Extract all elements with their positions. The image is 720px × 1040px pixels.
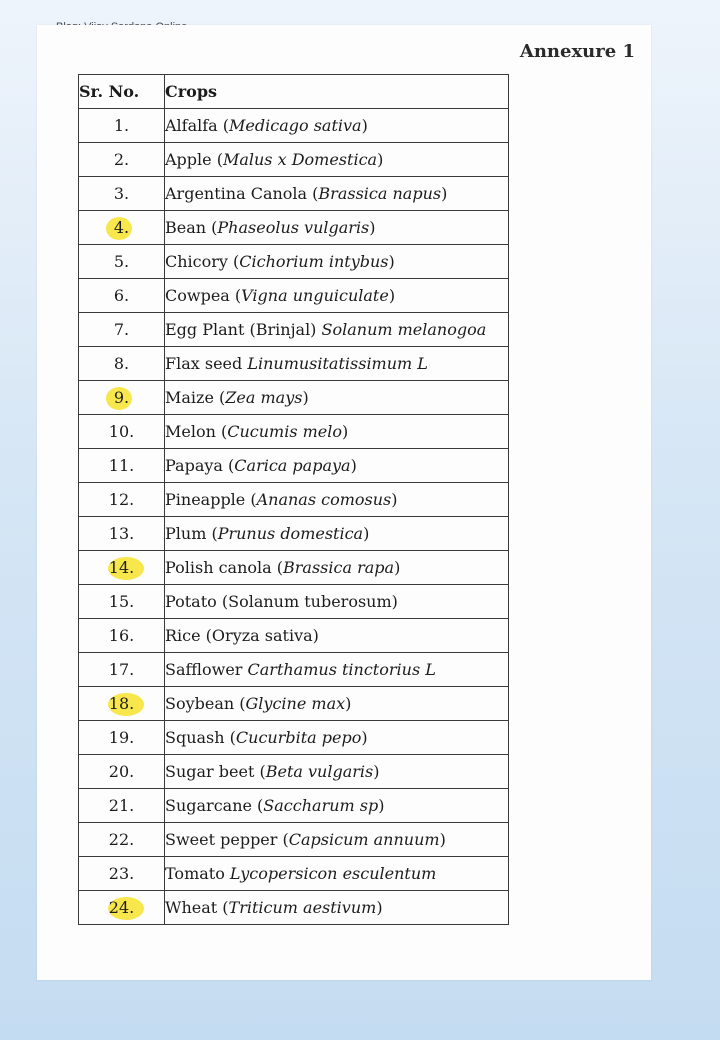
sr-no-text: 15. [108, 592, 135, 611]
crop-cell [165, 857, 509, 891]
crop-common-name: Apple ( [165, 150, 223, 169]
sr-no-cell [79, 313, 165, 347]
crop-cell [165, 177, 509, 211]
sr-no-cell [79, 381, 165, 415]
table-row [79, 823, 509, 857]
crop-cell [165, 245, 509, 279]
crop-name-close: ) [342, 422, 349, 441]
crop-name-close: ) [363, 524, 370, 543]
crop-scientific-name: Vigna unguiculate [241, 286, 389, 305]
crop-scientific-name: Cucumis melo [227, 422, 343, 441]
sr-no-text: 16. [108, 626, 135, 645]
table-row [79, 313, 509, 347]
sr-no-text: 22. [108, 830, 135, 849]
crop-name-close: ) [394, 558, 401, 577]
crop-cell [165, 721, 509, 755]
crop-name-close: ) [439, 830, 446, 849]
sr-no-text: 6. [113, 286, 130, 305]
table-row [79, 279, 509, 313]
crop-scientific-name: Triticum aestivum [228, 898, 377, 917]
sr-no-text: 3. [113, 184, 130, 203]
sr-no-cell [79, 177, 165, 211]
sr-no-cell [79, 823, 165, 857]
table-row [79, 347, 509, 381]
crop-common-name: Maize ( [165, 388, 226, 407]
crops-table [78, 74, 509, 925]
crop-scientific-name: Carthamus tinctorius L [247, 660, 436, 679]
table-row [79, 551, 509, 585]
sr-no-text: 23. [108, 864, 135, 883]
table-row [79, 483, 509, 517]
crop-cell [165, 755, 509, 789]
sr-no-text: 14. [108, 558, 135, 577]
sr-no-cell [79, 279, 165, 313]
sr-no-text: 13. [108, 524, 135, 543]
sr-no-cell [79, 653, 165, 687]
crop-scientific-name: Capsicum annuum [288, 830, 440, 849]
crop-name-close: ) [388, 252, 395, 271]
crop-cell [165, 517, 509, 551]
sr-no-text: 9. [113, 388, 130, 407]
crop-cell [165, 891, 509, 925]
sr-no-cell [79, 551, 165, 585]
crop-name-close: ) [350, 456, 357, 475]
crop-common-name: Papaya ( [165, 456, 235, 475]
crop-scientific-name: Ananas comosus [256, 490, 392, 509]
crop-cell [165, 585, 509, 619]
sr-no-text: 5. [113, 252, 130, 271]
sr-no-cell [79, 687, 165, 721]
header-crops: Crops [165, 75, 509, 109]
sr-no-text: 11. [108, 456, 135, 475]
sr-no-text: 24. [108, 898, 135, 917]
crop-scientific-name: Saccharum sp [263, 796, 379, 815]
crop-name-close: ) [345, 694, 352, 713]
table-row [79, 177, 509, 211]
crop-cell [165, 653, 509, 687]
crop-cell [165, 415, 509, 449]
crop-common-name: Tomato [165, 864, 230, 883]
crop-scientific-name: Linumusitatissimum L [247, 354, 428, 373]
crop-scientific-name: Phaseolus vulgaris [217, 218, 370, 237]
crop-name-close: ) [441, 184, 448, 203]
crop-cell [165, 551, 509, 585]
sr-no-cell [79, 347, 165, 381]
crop-name-close: ) [377, 150, 384, 169]
table-header-row [79, 75, 509, 109]
table-row [79, 687, 509, 721]
table-row [79, 619, 509, 653]
crop-scientific-name: Brassica rapa [283, 558, 395, 577]
sr-no-cell [79, 143, 165, 177]
crop-name-close: ) [388, 286, 396, 305]
crop-common-name: Safflower [165, 660, 248, 679]
crop-scientific-name: Carica papaya [234, 456, 351, 475]
sr-no-cell [79, 245, 165, 279]
table-row [79, 143, 509, 177]
sr-no-cell [79, 415, 165, 449]
sr-no-cell [79, 755, 165, 789]
table-row [79, 211, 509, 245]
table-row [79, 653, 509, 687]
crop-cell [165, 211, 509, 245]
table-row [79, 585, 509, 619]
sr-no-cell [79, 789, 165, 823]
crop-scientific-name: Cichorium intybus [239, 252, 389, 271]
crop-cell [165, 313, 509, 347]
crop-name-close: ) [302, 388, 309, 407]
table-row [79, 245, 509, 279]
sr-no-text: 4. [113, 218, 130, 237]
crop-cell [165, 347, 509, 381]
crop-cell [165, 687, 509, 721]
table-row [79, 857, 509, 891]
sr-no-text: 7. [113, 320, 130, 339]
table-row [79, 755, 509, 789]
sr-no-text: 8. [113, 354, 130, 373]
sr-no-text: 20. [108, 762, 135, 781]
crop-common-name: Egg Plant (Brinjal) [165, 320, 322, 339]
crop-scientific-name: Cucurbita pepo [235, 728, 362, 747]
crop-name-close: ) [391, 490, 398, 509]
sr-no-cell [79, 211, 165, 245]
crop-common-name: Bean ( [165, 218, 218, 237]
crop-common-name: Plum ( [165, 524, 218, 543]
crop-common-name: Sugarcane ( [165, 796, 264, 815]
table-row [79, 381, 509, 415]
table-row [79, 449, 509, 483]
crop-cell [165, 483, 509, 517]
crop-common-name: Chicory ( [165, 252, 240, 271]
crop-scientific-name: Beta vulgaris [265, 762, 374, 781]
table-row [79, 109, 509, 143]
crop-scientific-name: Brassica napus [318, 184, 442, 203]
sr-no-cell [79, 517, 165, 551]
crop-common-name: Sugar beet ( [165, 762, 266, 781]
sr-no-text: 10. [108, 422, 135, 441]
crop-common-name: Potato (Solanum tuberosum) [165, 592, 398, 611]
crop-common-name: Melon ( [165, 422, 228, 441]
crop-scientific-name: Zea mays [225, 388, 303, 407]
sr-no-text: 12. [108, 490, 135, 509]
crop-cell [165, 381, 509, 415]
table-row [79, 517, 509, 551]
crop-common-name: Soybean ( [165, 694, 246, 713]
crop-scientific-name: Glycine max [245, 694, 346, 713]
sr-no-cell [79, 483, 165, 517]
crop-name-close: ) [373, 762, 380, 781]
crop-common-name: Argentina Canola ( [165, 184, 319, 203]
crop-cell [165, 109, 509, 143]
crop-cell [165, 449, 509, 483]
crop-common-name: Rice (Oryza sativa) [165, 626, 319, 645]
sr-no-cell [79, 109, 165, 143]
crop-scientific-name: Solanum melanogoa [321, 320, 487, 339]
crop-name-close: ) [361, 116, 368, 135]
crop-common-name: Squash ( [165, 728, 236, 747]
crop-scientific-name: Medicago sativa [229, 116, 362, 135]
sr-no-text: 2. [113, 150, 130, 169]
crop-scientific-name: Lycopersicon esculentum [229, 864, 437, 883]
table-row [79, 891, 509, 925]
crop-name-close: ) [361, 728, 368, 747]
crop-common-name: Pineapple ( [165, 490, 257, 509]
crop-cell [165, 143, 509, 177]
table-row [79, 789, 509, 823]
crop-cell [165, 279, 509, 313]
crop-scientific-name: Prunus domestica [217, 524, 364, 543]
crop-name-close: ) [369, 218, 376, 237]
header-sr-no: Sr. No. [79, 75, 165, 109]
sr-no-text: 1. [113, 116, 130, 135]
crop-common-name: Polish canola ( [165, 558, 284, 577]
crop-name-close: ) [378, 796, 385, 815]
sr-no-cell [79, 585, 165, 619]
table-row [79, 721, 509, 755]
sr-no-cell [79, 721, 165, 755]
sr-no-cell [79, 857, 165, 891]
sr-no-cell [79, 449, 165, 483]
sr-no-text: 17. [108, 660, 135, 679]
crop-cell [165, 789, 509, 823]
document-page [37, 25, 651, 980]
sr-no-cell [79, 891, 165, 925]
sr-no-cell [79, 619, 165, 653]
crop-cell [165, 823, 509, 857]
table-row [79, 415, 509, 449]
crop-cell [165, 619, 509, 653]
crop-name-close: ) [376, 898, 383, 917]
crop-scientific-name: Malus x Domestica [222, 150, 378, 169]
sr-no-text: 21. [108, 796, 135, 815]
crop-common-name: Cowpea ( [165, 286, 242, 305]
crop-common-name: Flax seed [165, 354, 248, 373]
sr-no-text: 19. [108, 728, 135, 747]
annexure-title: Annexure 1 [519, 41, 635, 62]
sr-no-text: 18. [108, 694, 135, 713]
crop-common-name: Sweet pepper ( [165, 830, 289, 849]
crop-common-name: Alfalfa ( [165, 116, 230, 135]
crop-common-name: Wheat ( [165, 898, 229, 917]
